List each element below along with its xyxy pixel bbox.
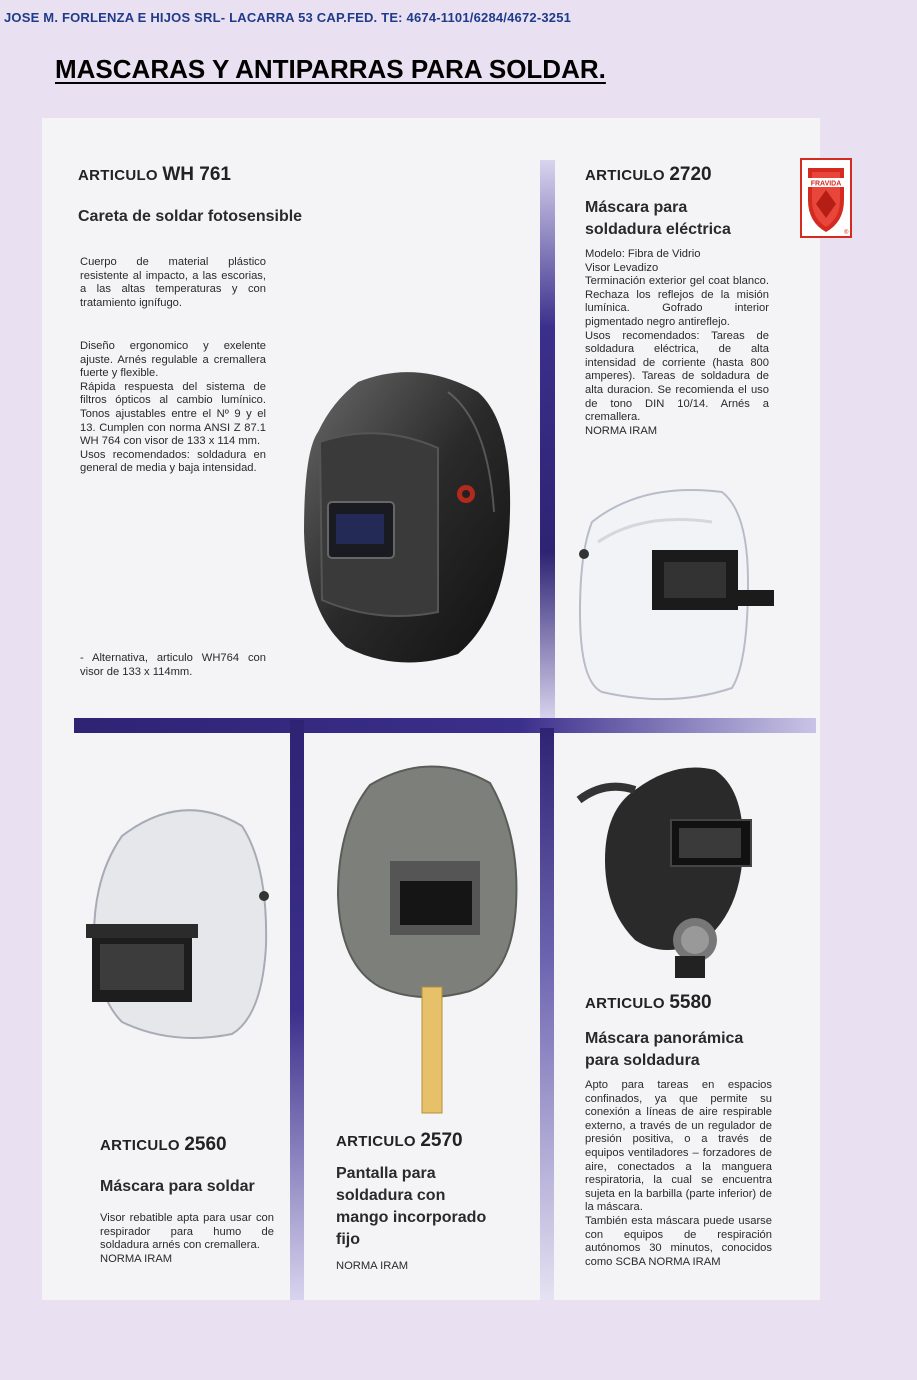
article-2560-heading: ARTICULO 2560 [100,1134,227,1155]
article-wh761-heading: ARTICULO WH 761 [78,164,231,185]
article-2720-desc: Modelo: Fibra de Vidrio Visor Levadizo Terminación exterior gel coat blanco. Rechaza los reflejos de la misión lumínica. Gofrado interior pigmentado negro antireflejo. Usos recomendados: Tareas de soldadura eléctrica, de alta intensidad de corriente (hasta 800 amperes). Tareas de soldadura de alta duracion. Se recomienda el uso de tono DIN 10/14. Arnés a cremallera. NORMA IRAM [585,248,769,437]
article-2570-subtitle-2: soldadura con [336,1187,446,1204]
company-header: JOSE M. FORLENZA E HIJOS SRL- LACARRA 53 CAP.FED. TE: 4674-1101/6284/4672-3251 [4,10,572,25]
divider-vertical-top [540,160,555,720]
article-2560-subtitle: Máscara para soldar [100,1178,255,1195]
helmet-wh761-image [298,362,518,672]
article-2570-heading: ARTICULO 2570 [336,1130,463,1151]
divider-vertical-bottom-left [290,720,304,1300]
divider-horizontal [74,718,816,733]
article-5580-subtitle-2: para soldadura [585,1052,700,1069]
mask-2560-image [82,796,282,1046]
page-title: MASCARAS Y ANTIPARRAS PARA SOLDAR. [55,54,606,84]
article-2720-subtitle-2: soldadura eléctrica [585,221,731,238]
article-wh761-note: - Alternativa, articulo WH764 con visor de 133 x 114mm. [80,652,266,678]
article-2560-desc: Visor rebatible apta para usar con respirador para humo de soldadura arnés con cremallera. NORMA IRAM [100,1212,274,1265]
mask-5580-image [575,760,775,982]
mask-2570-image [330,755,530,1115]
article-5580-subtitle-1: Máscara panorámica [585,1030,744,1047]
mask-2720-image [572,482,782,712]
article-2720-subtitle-1: Máscara para [585,199,688,216]
article-5580-desc: Apto para tareas en espacios confinados, ya que permite su conexión a líneas de aire respirable externo, a través de un regulador de presión positiva, o a través de equipos ventiladores – forzadores de aire, conectados a la manguera respiratoria, la cual se encuentra sujeta en la barbilla (parte inferior) de la máscara. También esta máscara puede usarse con equipos de respiración autónomos 30 minutos, conocidos como SCBA NORMA IRAM [585,1079,772,1268]
article-2570-subtitle-4: fijo [336,1231,360,1248]
article-2720-heading: ARTICULO 2720 [585,164,712,185]
article-wh761-desc-2: Diseño ergonomico y exelente ajuste. Arnés regulable a cremallera fuerte y flexible. Rápida respuesta del sistema de filtros ópticos al cambio lumínico. Tonos ajustables entre el Nº 9 y el 13. Cumplen con norma ANSI Z 87.1 WH 764 con visor de 133 x 114 mm. Usos recomendados: soldadura en general de media y baja intensidad. [80,340,266,475]
fravida-logo [800,158,852,238]
divider-vertical-bottom-right [540,728,554,1300]
article-2570-subtitle-3: mango incorporado [336,1209,487,1226]
article-2570-desc: NORMA IRAM [336,1260,409,1272]
article-5580-heading: ARTICULO 5580 [585,992,712,1013]
article-wh761-subtitle: Careta de soldar fotosensible [78,208,303,225]
article-wh761-desc-1: Cuerpo de material plástico resistente al impacto, a las escorias, a las altas temperaturas y con tratamiento ignífugo. [80,256,266,309]
article-2570-subtitle-1: Pantalla para [336,1165,436,1182]
svg-text:FRAVIDA: FRAVIDA [810,180,842,188]
svg-text:®: ® [844,230,849,236]
